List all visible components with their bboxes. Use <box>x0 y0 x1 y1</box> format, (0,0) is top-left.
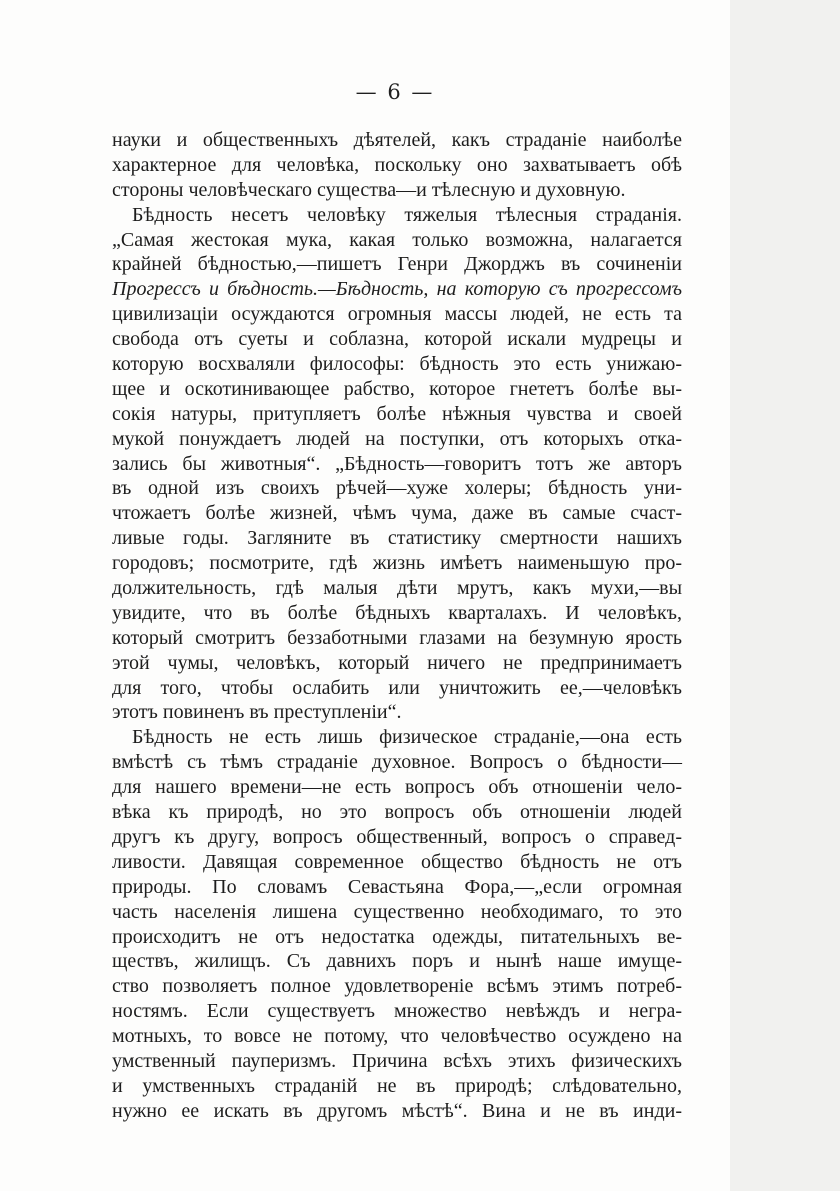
text-line: сокія натуры, притупляетъ болѣе нѣжныя чувства и своей <box>112 402 682 425</box>
text-line: увидите, что въ болѣе бѣдныхъ кварталахъ. И человѣкъ, <box>112 601 682 624</box>
text-line: „Самая жестокая мука, какая только возможна, налагается <box>112 228 682 251</box>
text-line: крайней бѣдностью,—пишетъ Генри Джорджъ въ сочиненіи <box>112 253 682 276</box>
text-line: происходитъ не отъ недостатка одежды, питательныхъ ве- <box>112 925 682 948</box>
text-line: ностямъ. Если существуетъ множество невѣждъ и негра- <box>112 1000 682 1023</box>
text-line: умственный пауперизмъ. Причина всѣхъ этихъ физическихъ <box>112 1049 682 1072</box>
text-line: для того, чтобы ослабить или уничтожить ее,—человѣкъ <box>112 676 682 699</box>
text-line: нужно ее искать въ другомъ мѣстѣ“. Вина и не въ инди- <box>112 1099 682 1122</box>
text-line: стороны человѣческаго существа—и тѣлесную и духовную. <box>112 178 626 201</box>
text-line: другъ къ другу, вопросъ общественный, вопросъ о справед- <box>112 825 682 848</box>
page-edge-shadow <box>730 0 840 1191</box>
text-line: этой чумы, человѣкъ, который ничего не предпринимаетъ <box>112 651 682 674</box>
text-line: чтожаетъ болѣе жизней, чѣмъ чума, даже въ самые счаст- <box>112 502 682 525</box>
text-line: науки и общественныхъ дѣятелей, какъ страданіе наиболѣе <box>112 129 682 151</box>
text-line: природы. По словамъ Севастьяна Фора,—„если огромная <box>112 875 682 898</box>
text-line: Прогрессъ и бѣдность.—Бѣдность, на которую съ прогрессомъ <box>112 278 682 301</box>
text-line: Бѣдность несетъ человѣку тяжелыя тѣлесныя страданія. <box>132 203 682 226</box>
text-line: для нашего времени—не есть вопросъ объ отношеніи чело- <box>112 776 682 799</box>
text-line: мукой понуждаетъ людей на поступки, отъ которыхъ отка- <box>112 427 682 450</box>
text-line: Бѣдность не есть лишь физическое страданіе,—она есть <box>132 726 682 749</box>
text-line: должительность, гдѣ малыя дѣти мрутъ, какъ мухи,—вы <box>112 577 682 600</box>
text-line: вмѣстѣ съ тѣмъ страданіе духовное. Вопросъ о бѣдности— <box>112 751 682 774</box>
text-line: въ одной изъ своихъ рѣчей—хуже холеры; бѣдность уни- <box>112 477 682 500</box>
text-line: щее и оскотинивающее рабство, которое гнететъ болѣе вы- <box>112 377 682 400</box>
text-line: ливости. Давящая современное общество бѣдность не отъ <box>112 850 682 873</box>
body-text <box>112 128 682 1124</box>
text-line: ливые годы. Загляните въ статистику смертности нашихъ <box>112 527 682 550</box>
text-line: цивилизаціи осуждаются огромныя массы людей, не есть та <box>112 303 682 326</box>
text-line: городовъ; посмотрите, гдѣ жизнь имѣетъ наименьшую про- <box>112 552 682 575</box>
text-line: мотныхъ, то вовсе не потому, что человѣчество осуждено на <box>112 1025 682 1048</box>
text-line: часть населенія лишена существенно необходимаго, то это <box>112 900 682 923</box>
text-line: свобода отъ суеты и соблазна, которой искали мудрецы и <box>112 328 682 351</box>
text-line: и умственныхъ страданій не въ природѣ; слѣдовательно, <box>112 1074 682 1097</box>
text-line: характерное для человѣка, поскольку оно захватываетъ обѣ <box>112 153 682 176</box>
text-line: зались бы животныя“. „Бѣдность—говоритъ тотъ же авторъ <box>112 452 682 475</box>
text-line: ство позволяетъ полное удовлетвореніе всѣмъ этимъ потреб- <box>112 975 682 998</box>
text-line: которую восхваляли философы: бѣдность это есть унижаю- <box>112 353 682 376</box>
page-number: — 6 — <box>355 80 435 104</box>
text-line: который смотритъ беззаботными глазами на безумную ярость <box>112 626 682 649</box>
text-line: вѣка къ природѣ, но это вопросъ объ отношеніи людей <box>112 801 682 824</box>
text-line: ществъ, жилищъ. Съ давнихъ поръ и нынѣ наше имуще- <box>112 950 682 973</box>
text-line: этотъ повиненъ въ преступленіи“. <box>112 701 402 724</box>
